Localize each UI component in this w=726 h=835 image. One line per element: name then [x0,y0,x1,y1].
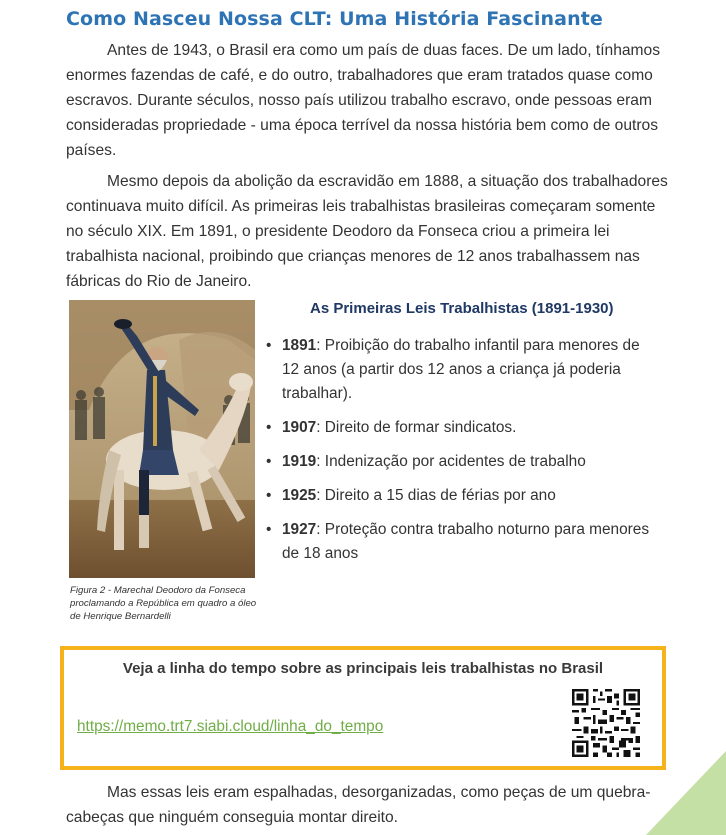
qr-code-icon [572,689,640,757]
laws-list [266,334,656,576]
intro-paragraph: Antes de 1943, o Brasil era como um país de duas faces. De um lado, tínhamos enormes fazendas de café, e do outro, trabalhadores que eram tratados quase como escravos. Durante séculos, nosso país utilizou trabalho escravo, onde pessoas eram consideradas propriedade - uma época terrível da nossa história bem como de outros países. [66,42,661,159]
law-year: 1907 [282,419,317,436]
law-description: : Direito a 15 dias de férias por ano [316,487,556,504]
bullet-icon: • [266,487,272,504]
list-item [266,484,656,508]
corner-decoration [646,751,726,835]
page-title: Como Nasceu Nossa CLT: Uma História Fascinante [66,8,603,30]
list-item [266,334,656,406]
bullet-icon: • [266,419,272,436]
law-year: 1927 [282,521,317,538]
painting-illustration [69,300,255,578]
law-year: 1891 [282,337,317,354]
figure-caption: Figura 2 - Marechal Deodoro da Fonseca proclamando a República em quadro a óleo de Henrique Bernardelli [70,585,257,622]
abolition-paragraph: Mesmo depois da abolição da escravidão em 1888, a situação dos trabalhadores continuava muito difícil. As primeiras leis trabalhistas brasileiras começaram somente no século XIX. Em 1891, o presidente Deodoro da Fonseca criou a primeira lei trabalhista nacional, proibindo que crianças menores de 12 anos trabalhassem nas fábricas do Rio de Janeiro. [66,173,668,290]
bullet-icon: • [266,521,272,538]
list-item [266,518,656,566]
bullet-icon: • [266,337,272,354]
law-description: : Proibição do trabalho infantil para menores de 12 anos (a partir dos 12 anos a criança já poderia trabalhar). [282,337,640,402]
law-year: 1919 [282,453,317,470]
timeline-callout-box [60,646,666,770]
timeline-link[interactable]: https://memo.trt7.siabi.cloud/linha_do_tempo [77,718,384,735]
list-item [266,450,656,474]
law-year: 1925 [282,487,317,504]
law-description: : Indenização por acidentes de trabalho [316,453,586,470]
list-item [266,416,656,440]
laws-section-title: As Primeiras Leis Trabalhistas (1891-1930) [310,300,614,317]
deodoro-painting-image [69,300,255,578]
law-description: : Proteção contra trabalho noturno para menores de 18 anos [282,521,650,562]
law-description: : Direito de formar sindicatos. [316,419,517,436]
bullet-icon: • [266,453,272,470]
timeline-callout-title: Veja a linha do tempo sobre as principais leis trabalhistas no Brasil [122,660,604,677]
closing-paragraph: Mas essas leis eram espalhadas, desorganizadas, como peças de um quebra-cabeças que ninguém conseguia montar direito. [66,784,651,826]
